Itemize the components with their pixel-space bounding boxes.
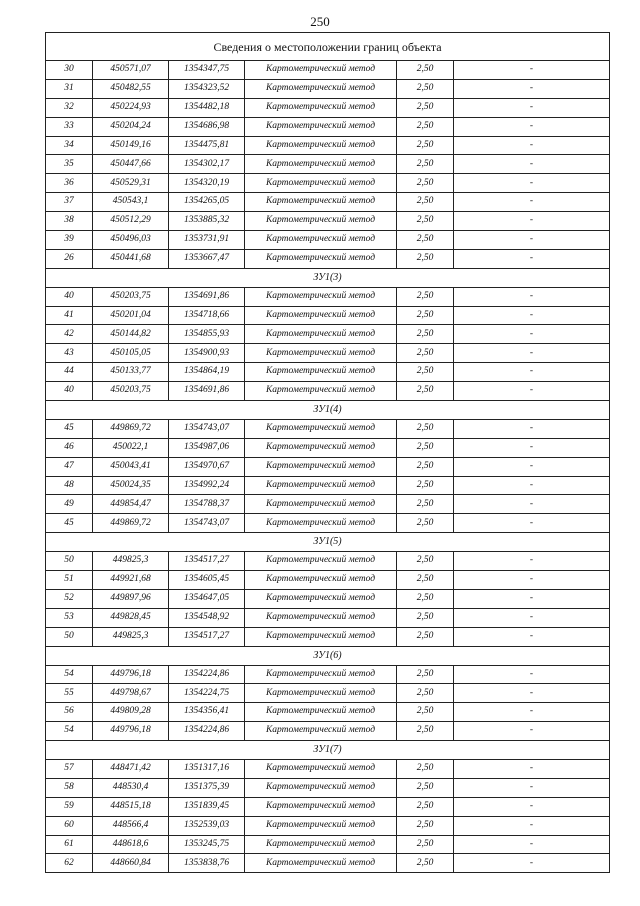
accuracy-cell: 2,50 [397, 193, 454, 212]
accuracy-cell: 2,50 [397, 684, 454, 703]
accuracy-cell: 2,50 [397, 797, 454, 816]
method-cell: Картометрический метод [245, 816, 397, 835]
accuracy-cell: 2,50 [397, 835, 454, 854]
point-number-cell: 46 [46, 438, 93, 457]
method-cell: Картометрический метод [245, 835, 397, 854]
table-row [46, 514, 610, 533]
table-title: Сведения о местоположении границ объекта [46, 33, 610, 61]
coord-x-cell: 449796,18 [93, 722, 169, 741]
accuracy-cell: 2,50 [397, 571, 454, 590]
accuracy-cell: 2,50 [397, 703, 454, 722]
coord-y-cell: 1354686,98 [169, 117, 245, 136]
method-cell: Картометрический метод [245, 287, 397, 306]
table-row [46, 287, 610, 306]
accuracy-cell: 2,50 [397, 608, 454, 627]
coord-x-cell: 449897,96 [93, 589, 169, 608]
point-number-cell: 36 [46, 174, 93, 193]
note-cell: - [454, 627, 610, 646]
coord-y-cell: 1354970,67 [169, 457, 245, 476]
point-number-cell: 33 [46, 117, 93, 136]
coord-x-cell: 449869,72 [93, 514, 169, 533]
point-number-cell: 39 [46, 231, 93, 250]
coord-y-cell: 1354224,86 [169, 722, 245, 741]
method-cell: Картометрический метод [245, 306, 397, 325]
note-cell: - [454, 174, 610, 193]
note-cell: - [454, 589, 610, 608]
point-number-cell: 38 [46, 212, 93, 231]
coord-y-cell: 1354900,93 [169, 344, 245, 363]
coord-x-cell: 450496,03 [93, 231, 169, 250]
table-row [46, 665, 610, 684]
note-cell: - [454, 552, 610, 571]
table-row [46, 854, 610, 873]
table-row [46, 61, 610, 80]
note-cell: - [454, 759, 610, 778]
table-row [46, 79, 610, 98]
coord-x-cell: 450105,05 [93, 344, 169, 363]
point-number-cell: 55 [46, 684, 93, 703]
coord-x-cell: 450482,55 [93, 79, 169, 98]
method-cell: Картометрический метод [245, 722, 397, 741]
coord-x-cell: 450543,1 [93, 193, 169, 212]
coord-x-cell: 449809,28 [93, 703, 169, 722]
accuracy-cell: 2,50 [397, 457, 454, 476]
coord-y-cell: 1353245,75 [169, 835, 245, 854]
point-number-cell: 45 [46, 419, 93, 438]
coord-y-cell: 1354718,66 [169, 306, 245, 325]
method-cell: Картометрический метод [245, 117, 397, 136]
accuracy-cell: 2,50 [397, 117, 454, 136]
coord-x-cell: 450529,31 [93, 174, 169, 193]
table-row [46, 363, 610, 382]
coord-y-cell: 1353731,91 [169, 231, 245, 250]
coord-y-cell: 1354855,93 [169, 325, 245, 344]
note-cell: - [454, 476, 610, 495]
point-number-cell: 49 [46, 495, 93, 514]
table-title-row [46, 33, 610, 61]
point-number-cell: 47 [46, 457, 93, 476]
method-cell: Картометрический метод [245, 61, 397, 80]
note-cell: - [454, 193, 610, 212]
accuracy-cell: 2,50 [397, 589, 454, 608]
method-cell: Картометрический метод [245, 212, 397, 231]
method-cell: Картометрический метод [245, 457, 397, 476]
coord-x-cell: 448566,4 [93, 816, 169, 835]
boundary-coordinates-table [45, 32, 610, 873]
coord-y-cell: 1354356,41 [169, 703, 245, 722]
table-row [46, 249, 610, 268]
accuracy-cell: 2,50 [397, 495, 454, 514]
accuracy-cell: 2,50 [397, 98, 454, 117]
point-number-cell: 40 [46, 382, 93, 401]
section-label: ЗУ1(4) [46, 401, 610, 420]
method-cell: Картометрический метод [245, 703, 397, 722]
table-body [46, 33, 610, 873]
coord-y-cell: 1353885,32 [169, 212, 245, 231]
point-number-cell: 43 [46, 344, 93, 363]
table-row [46, 344, 610, 363]
note-cell: - [454, 854, 610, 873]
method-cell: Картометрический метод [245, 438, 397, 457]
coord-y-cell: 1354265,05 [169, 193, 245, 212]
note-cell: - [454, 608, 610, 627]
note-cell: - [454, 231, 610, 250]
point-number-cell: 60 [46, 816, 93, 835]
method-cell: Картометрический метод [245, 495, 397, 514]
note-cell: - [454, 382, 610, 401]
table-row [46, 552, 610, 571]
point-number-cell: 41 [46, 306, 93, 325]
point-number-cell: 58 [46, 778, 93, 797]
point-number-cell: 35 [46, 155, 93, 174]
coord-x-cell: 450571,07 [93, 61, 169, 80]
accuracy-cell: 2,50 [397, 382, 454, 401]
accuracy-cell: 2,50 [397, 514, 454, 533]
point-number-cell: 54 [46, 722, 93, 741]
coord-y-cell: 1354691,86 [169, 287, 245, 306]
method-cell: Картометрический метод [245, 193, 397, 212]
point-number-cell: 32 [46, 98, 93, 117]
coord-x-cell: 450149,16 [93, 136, 169, 155]
coord-x-cell: 449796,18 [93, 665, 169, 684]
method-cell: Картометрический метод [245, 759, 397, 778]
accuracy-cell: 2,50 [397, 627, 454, 646]
table-row [46, 457, 610, 476]
coord-x-cell: 450201,04 [93, 306, 169, 325]
point-number-cell: 54 [46, 665, 93, 684]
note-cell: - [454, 778, 610, 797]
table-row [46, 816, 610, 835]
coord-x-cell: 450447,66 [93, 155, 169, 174]
coord-y-cell: 1354517,27 [169, 552, 245, 571]
coord-y-cell: 1354743,07 [169, 514, 245, 533]
table-row [46, 684, 610, 703]
coord-x-cell: 448471,42 [93, 759, 169, 778]
point-number-cell: 56 [46, 703, 93, 722]
point-number-cell: 30 [46, 61, 93, 80]
table-row [46, 438, 610, 457]
method-cell: Картометрический метод [245, 589, 397, 608]
accuracy-cell: 2,50 [397, 476, 454, 495]
coord-x-cell: 449828,45 [93, 608, 169, 627]
method-cell: Картометрический метод [245, 98, 397, 117]
note-cell: - [454, 287, 610, 306]
method-cell: Картометрический метод [245, 136, 397, 155]
note-cell: - [454, 325, 610, 344]
note-cell: - [454, 212, 610, 231]
point-number-cell: 48 [46, 476, 93, 495]
note-cell: - [454, 797, 610, 816]
coord-x-cell: 449921,68 [93, 571, 169, 590]
coord-y-cell: 1351375,39 [169, 778, 245, 797]
point-number-cell: 45 [46, 514, 93, 533]
accuracy-cell: 2,50 [397, 325, 454, 344]
note-cell: - [454, 816, 610, 835]
section-label: ЗУ1(5) [46, 533, 610, 552]
table-row [46, 136, 610, 155]
section-label: ЗУ1(3) [46, 268, 610, 287]
coord-y-cell: 1354743,07 [169, 419, 245, 438]
coord-x-cell: 450224,93 [93, 98, 169, 117]
accuracy-cell: 2,50 [397, 552, 454, 571]
page-number: 250 [310, 14, 330, 29]
method-cell: Картометрический метод [245, 79, 397, 98]
note-cell: - [454, 344, 610, 363]
note-cell: - [454, 703, 610, 722]
table-row [46, 306, 610, 325]
coord-y-cell: 1354788,37 [169, 495, 245, 514]
accuracy-cell: 2,50 [397, 174, 454, 193]
coord-y-cell: 1354302,17 [169, 155, 245, 174]
coord-y-cell: 1352539,03 [169, 816, 245, 835]
coord-y-cell: 1354224,86 [169, 665, 245, 684]
coord-y-cell: 1353838,76 [169, 854, 245, 873]
method-cell: Картометрический метод [245, 571, 397, 590]
method-cell: Картометрический метод [245, 854, 397, 873]
coord-x-cell: 449825,3 [93, 552, 169, 571]
note-cell: - [454, 514, 610, 533]
section-header-row [46, 401, 610, 420]
method-cell: Картометрический метод [245, 627, 397, 646]
method-cell: Картометрический метод [245, 249, 397, 268]
coord-y-cell: 1354475,81 [169, 136, 245, 155]
method-cell: Картометрический метод [245, 419, 397, 438]
table-row [46, 722, 610, 741]
table-row [46, 778, 610, 797]
coord-y-cell: 1354605,45 [169, 571, 245, 590]
point-number-cell: 62 [46, 854, 93, 873]
table-row [46, 382, 610, 401]
point-number-cell: 50 [46, 552, 93, 571]
coord-y-cell: 1354482,18 [169, 98, 245, 117]
note-cell: - [454, 61, 610, 80]
method-cell: Картометрический метод [245, 665, 397, 684]
method-cell: Картометрический метод [245, 514, 397, 533]
table-row [46, 703, 610, 722]
note-cell: - [454, 495, 610, 514]
note-cell: - [454, 306, 610, 325]
coord-x-cell: 450203,75 [93, 382, 169, 401]
method-cell: Картометрический метод [245, 476, 397, 495]
section-header-row [46, 533, 610, 552]
accuracy-cell: 2,50 [397, 212, 454, 231]
coord-x-cell: 449854,47 [93, 495, 169, 514]
note-cell: - [454, 155, 610, 174]
note-cell: - [454, 684, 610, 703]
method-cell: Картометрический метод [245, 684, 397, 703]
section-label: ЗУ1(7) [46, 741, 610, 760]
coord-x-cell: 450133,77 [93, 363, 169, 382]
table-row [46, 797, 610, 816]
point-number-cell: 34 [46, 136, 93, 155]
method-cell: Картометрический метод [245, 778, 397, 797]
section-header-row [46, 268, 610, 287]
note-cell: - [454, 665, 610, 684]
coord-x-cell: 450022,1 [93, 438, 169, 457]
coord-x-cell: 450512,29 [93, 212, 169, 231]
method-cell: Картометрический метод [245, 344, 397, 363]
table-row [46, 495, 610, 514]
section-header-row [46, 646, 610, 665]
coord-x-cell: 448530,4 [93, 778, 169, 797]
coord-x-cell: 448515,18 [93, 797, 169, 816]
point-number-cell: 61 [46, 835, 93, 854]
point-number-cell: 37 [46, 193, 93, 212]
note-cell: - [454, 835, 610, 854]
point-number-cell: 44 [46, 363, 93, 382]
point-number-cell: 42 [46, 325, 93, 344]
note-cell: - [454, 419, 610, 438]
coord-y-cell: 1354347,75 [169, 61, 245, 80]
point-number-cell: 50 [46, 627, 93, 646]
accuracy-cell: 2,50 [397, 854, 454, 873]
coord-y-cell: 1351839,45 [169, 797, 245, 816]
accuracy-cell: 2,50 [397, 363, 454, 382]
note-cell: - [454, 117, 610, 136]
point-number-cell: 57 [46, 759, 93, 778]
method-cell: Картометрический метод [245, 608, 397, 627]
method-cell: Картометрический метод [245, 797, 397, 816]
note-cell: - [454, 79, 610, 98]
method-cell: Картометрический метод [245, 325, 397, 344]
method-cell: Картометрический метод [245, 231, 397, 250]
table-row [46, 835, 610, 854]
table-row [46, 476, 610, 495]
point-number-cell: 52 [46, 589, 93, 608]
accuracy-cell: 2,50 [397, 344, 454, 363]
point-number-cell: 40 [46, 287, 93, 306]
accuracy-cell: 2,50 [397, 759, 454, 778]
note-cell: - [454, 249, 610, 268]
table-row [46, 155, 610, 174]
accuracy-cell: 2,50 [397, 136, 454, 155]
table-row [46, 325, 610, 344]
table-row [46, 571, 610, 590]
table-row [46, 193, 610, 212]
coord-x-cell: 450144,82 [93, 325, 169, 344]
point-number-cell: 51 [46, 571, 93, 590]
table-row [46, 589, 610, 608]
point-number-cell: 26 [46, 249, 93, 268]
coord-y-cell: 1354224,75 [169, 684, 245, 703]
coord-x-cell: 450024,35 [93, 476, 169, 495]
accuracy-cell: 2,50 [397, 79, 454, 98]
table-row [46, 608, 610, 627]
accuracy-cell: 2,50 [397, 287, 454, 306]
table-row [46, 174, 610, 193]
coord-y-cell: 1354864,19 [169, 363, 245, 382]
section-header-row [46, 741, 610, 760]
coord-y-cell: 1354548,92 [169, 608, 245, 627]
accuracy-cell: 2,50 [397, 778, 454, 797]
table-row [46, 627, 610, 646]
table-row [46, 759, 610, 778]
accuracy-cell: 2,50 [397, 61, 454, 80]
coord-x-cell: 449869,72 [93, 419, 169, 438]
point-number-cell: 31 [46, 79, 93, 98]
note-cell: - [454, 136, 610, 155]
coord-x-cell: 450203,75 [93, 287, 169, 306]
accuracy-cell: 2,50 [397, 816, 454, 835]
method-cell: Картометрический метод [245, 382, 397, 401]
table-row [46, 117, 610, 136]
coord-y-cell: 1354992,24 [169, 476, 245, 495]
table-row [46, 98, 610, 117]
coord-x-cell: 450043,41 [93, 457, 169, 476]
note-cell: - [454, 571, 610, 590]
note-cell: - [454, 457, 610, 476]
point-number-cell: 53 [46, 608, 93, 627]
note-cell: - [454, 363, 610, 382]
table-row [46, 231, 610, 250]
accuracy-cell: 2,50 [397, 306, 454, 325]
coord-x-cell: 448618,6 [93, 835, 169, 854]
coord-x-cell: 450204,24 [93, 117, 169, 136]
note-cell: - [454, 98, 610, 117]
point-number-cell: 59 [46, 797, 93, 816]
accuracy-cell: 2,50 [397, 155, 454, 174]
coord-y-cell: 1354987,06 [169, 438, 245, 457]
accuracy-cell: 2,50 [397, 249, 454, 268]
accuracy-cell: 2,50 [397, 419, 454, 438]
accuracy-cell: 2,50 [397, 231, 454, 250]
method-cell: Картометрический метод [245, 155, 397, 174]
coord-y-cell: 1354691,86 [169, 382, 245, 401]
method-cell: Картометрический метод [245, 363, 397, 382]
method-cell: Картометрический метод [245, 174, 397, 193]
accuracy-cell: 2,50 [397, 665, 454, 684]
coord-x-cell: 450441,68 [93, 249, 169, 268]
accuracy-cell: 2,50 [397, 722, 454, 741]
note-cell: - [454, 722, 610, 741]
coord-y-cell: 1354517,27 [169, 627, 245, 646]
table-row [46, 419, 610, 438]
coord-x-cell: 449825,3 [93, 627, 169, 646]
coord-y-cell: 1354320,19 [169, 174, 245, 193]
coord-y-cell: 1351317,16 [169, 759, 245, 778]
coord-y-cell: 1354647,05 [169, 589, 245, 608]
method-cell: Картометрический метод [245, 552, 397, 571]
coord-y-cell: 1354323,52 [169, 79, 245, 98]
coord-x-cell: 449798,67 [93, 684, 169, 703]
table-row [46, 212, 610, 231]
section-label: ЗУ1(6) [46, 646, 610, 665]
note-cell: - [454, 438, 610, 457]
coord-y-cell: 1353667,47 [169, 249, 245, 268]
coord-x-cell: 448660,84 [93, 854, 169, 873]
accuracy-cell: 2,50 [397, 438, 454, 457]
